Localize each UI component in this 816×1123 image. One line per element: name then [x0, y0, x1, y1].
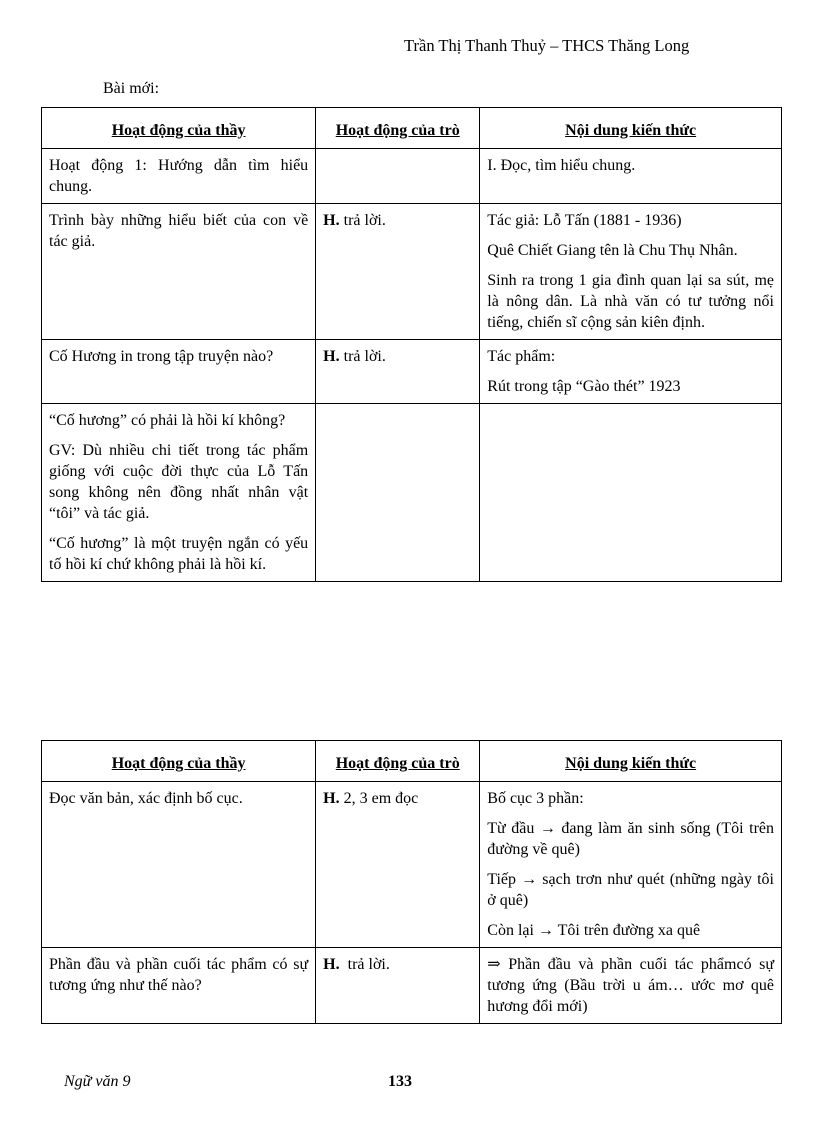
- content-paragraph: Sinh ra trong 1 gia đình quan lại sa sút, mẹ là nông dân. Là nhà văn có tư tưởng nổi tiếng, chiến sĩ cộng sản kiên định.: [487, 272, 774, 331]
- teacher-paragraph: Trình bày những hiểu biết của con về tác giả.: [49, 212, 309, 250]
- knowledge-content-cell: [480, 404, 782, 582]
- student-activity-cell: [316, 948, 480, 1024]
- knowledge-content-cell: [480, 204, 782, 340]
- content-paragraph: Từ đầu → đang làm ăn sinh sống (Tôi trên đường về quê): [487, 820, 774, 858]
- knowledge-content-cell: [480, 340, 782, 404]
- header-student: Hoạt động của trò: [316, 108, 480, 149]
- student-text: trả lời.: [339, 956, 390, 973]
- teacher-paragraph: Đọc văn bản, xác định bố cục.: [49, 790, 243, 807]
- content-paragraph: Quê Chiết Giang tên là Chu Thụ Nhân.: [487, 242, 738, 259]
- header-student: Hoạt động của trò: [316, 741, 480, 782]
- student-label: H.: [323, 212, 340, 229]
- content-paragraph: Tác giả: Lỗ Tấn (1881 - 1936): [487, 212, 682, 229]
- student-activity-cell: [316, 404, 480, 582]
- table-header-row: [42, 741, 782, 782]
- lesson-table-1: [41, 107, 782, 582]
- page-header: Trần Thị Thanh Thuỷ – THCS Thăng Long: [404, 36, 690, 55]
- table-row: [42, 948, 782, 1024]
- teacher-paragraph: GV: Dù nhiều chi tiết trong tác phẩm giống với cuộc đời thực của Lỗ Tấn song không nên đồng nhất nhân vật “tôi” và tác giả.: [49, 442, 309, 522]
- knowledge-content-cell: [480, 948, 782, 1024]
- content-paragraph: Tác phẩm:: [487, 348, 556, 365]
- knowledge-content-cell: [480, 782, 782, 948]
- student-activity-cell: [316, 149, 480, 204]
- teacher-paragraph: Phần đầu và phần cuối tác phẩm có sự tương ứng như thế nào?: [49, 956, 309, 994]
- table2-body: [42, 782, 782, 1024]
- student-label: H.: [323, 790, 340, 807]
- page-number: 133: [388, 1073, 412, 1090]
- header-content: Nội dung kiến thức: [480, 741, 782, 782]
- table-row: [42, 404, 782, 582]
- student-label: H.: [323, 348, 340, 365]
- footer-subject: Ngữ văn 9: [64, 1073, 131, 1090]
- teacher-paragraph: Cố Hương in trong tập truyện nào?: [49, 348, 274, 365]
- content-paragraph: ⇒ Phần đầu và phần cuối tác phẩmcó sự tương ứng (Bầu trời u ám… ước mơ quê hương đổi mới): [487, 956, 774, 1015]
- header-teacher: Hoạt động của thầy: [42, 108, 316, 149]
- header-teacher: Hoạt động của thầy: [42, 741, 316, 782]
- teacher-paragraph: “Cố hương” có phải là hồi kí không?: [49, 412, 286, 429]
- teacher-activity-cell: [42, 204, 316, 340]
- knowledge-content-cell: [480, 149, 782, 204]
- table-row: [42, 340, 782, 404]
- content-paragraph: Bố cục 3 phần:: [487, 790, 584, 807]
- teacher-activity-cell: [42, 149, 316, 204]
- table1-body: [42, 149, 782, 582]
- content-paragraph: Tiếp → sạch trơn như quét (những ngày tôi ở quê): [487, 871, 774, 909]
- section-intro: Bài mới:: [103, 80, 160, 97]
- student-text: 2, 3 em đọc: [339, 790, 419, 807]
- student-activity-cell: [316, 340, 480, 404]
- table-row: [42, 204, 782, 340]
- teacher-paragraph: Hoạt động 1: Hướng dẫn tìm hiểu chung.: [49, 157, 309, 195]
- teacher-activity-cell: [42, 782, 316, 948]
- student-activity-cell: [316, 204, 480, 340]
- student-text: trả lời.: [339, 212, 386, 229]
- teacher-paragraph: “Cố hương” là một truyện ngắn có yếu tố hồi kí chứ không phải là hồi kí.: [49, 535, 309, 573]
- table-row: [42, 782, 782, 948]
- content-paragraph: I. Đọc, tìm hiểu chung.: [487, 157, 636, 174]
- teacher-activity-cell: [42, 404, 316, 582]
- student-label: H.: [323, 956, 340, 973]
- content-paragraph: Rút trong tập “Gào thét” 1923: [487, 378, 681, 395]
- lesson-table-2: [41, 740, 782, 1024]
- teacher-activity-cell: [42, 948, 316, 1024]
- student-text: trả lời.: [339, 348, 386, 365]
- table-header-row: [42, 108, 782, 149]
- table-row: [42, 149, 782, 204]
- student-activity-cell: [316, 782, 480, 948]
- content-paragraph: Còn lại → Tôi trên đường xa quê: [487, 922, 701, 939]
- teacher-activity-cell: [42, 340, 316, 404]
- header-content: Nội dung kiến thức: [480, 108, 782, 149]
